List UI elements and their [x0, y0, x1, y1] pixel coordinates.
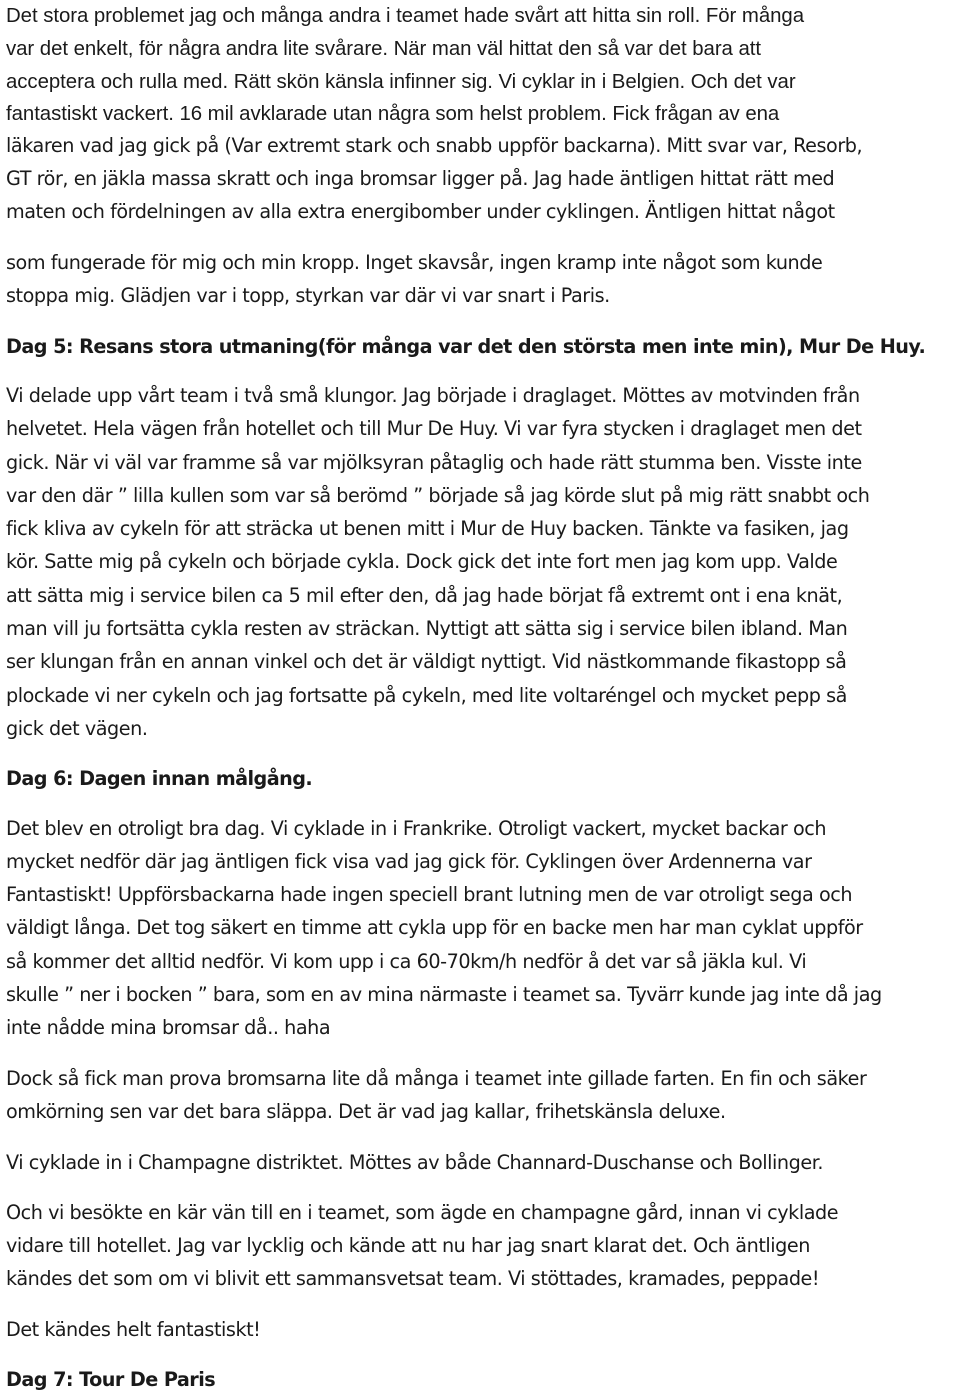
text-line: Det kändes helt fantastiskt!	[6, 1318, 261, 1341]
text-line: ser klungan från en annan vinkel och det är väldigt nyttigt. Vid nästkommande fikastopp så	[6, 650, 847, 673]
text-line: Vi cyklade in i Champagne distriktet. Möttes av både Channard-Duschanse och Bollinger.	[6, 1151, 824, 1174]
text-line: kändes det som om vi blivit ett sammansvetsat team. Vi stöttades, kramades, peppade!	[6, 1267, 820, 1290]
text-line: skulle ” ner i bocken ” bara, som en av mina närmaste i teamet sa. Tyvärr kunde jag inte då jag	[6, 983, 882, 1006]
text-line: var den där ” lilla kullen som var så berömd ” började så jag körde slut på mig rätt snabbt och	[6, 484, 870, 507]
text-line: att sätta mig i service bilen ca 5 mil efter den, då jag hade börjat få extremt ont i ena knät,	[6, 584, 843, 607]
section-heading: Dag 7: Tour De Paris	[6, 1368, 216, 1391]
text-line: var det enkelt, för några andra lite svårare. När man väl hittat den så var det bara att	[6, 38, 761, 60]
text-line: Det stora problemet jag och många andra i teamet hade svårt att hitta sin roll. För många	[6, 5, 804, 27]
text-line: man vill ju fortsätta cykla resten av sträckan. Nyttigt att sätta sig i service bilen ibland. Man	[6, 617, 848, 640]
text-line: så kommer det alltid nedför. Vi kom upp i ca 60-70km/h nedför å det var så jäkla kul. Vi	[6, 950, 807, 973]
text-line: vidare till hotellet. Jag var lycklig och kände att nu har jag snart klarat det. Och äntligen	[6, 1234, 810, 1257]
text-line: Det blev en otroligt bra dag. Vi cyklade in i Frankrike. Otroligt vackert, mycket backar och	[6, 817, 827, 840]
text-line: maten och fördelningen av alla extra energibomber under cyklingen. Äntligen hittat något	[6, 200, 835, 223]
text-line: väldigt långa. Det tog säkert en timme att cykla upp för en backe men har man cyklat uppför	[6, 916, 863, 939]
text-line: kör. Satte mig på cykeln och började cykla. Dock gick det inte fort men jag kom upp. Valde	[6, 550, 838, 573]
text-line: Dock så fick man prova bromsarna lite då många i teamet inte gillade farten. En fin och säker	[6, 1067, 867, 1090]
section-heading: Dag 5: Resans stora utmaning(för många var det den största men inte min), Mur De Huy.	[6, 335, 926, 358]
text-line: fick kliva av cykeln för att sträcka ut benen mitt i Mur de Huy backen. Tänkte va fasiken, jag	[6, 517, 849, 540]
text-line: inte nådde mina bromsar då.. haha	[6, 1016, 331, 1039]
text-line: läkaren vad jag gick på (Var extremt stark och snabb uppför backarna). Mitt svar var, Resorb,	[6, 134, 863, 157]
text-line: fantastiskt vackert. 16 mil avklarade utan några som helst problem. Fick frågan av ena	[6, 103, 780, 125]
text-line: stoppa mig. Glädjen var i topp, styrkan var där vi var snart i Paris.	[6, 284, 610, 307]
text-line: gick. När vi väl var framme så var mjölksyran påtaglig och hade rätt stumma ben. Visste inte	[6, 451, 862, 474]
text-line: helvetet. Hela vägen från hotellet och till Mur De Huy. Vi var fyra stycken i draglaget men det	[6, 417, 862, 440]
text-line: som fungerade för mig och min kropp. Inget skavsår, ingen kramp inte något som kunde	[6, 251, 823, 274]
text-line: mycket nedför där jag äntligen fick visa vad jag gick för. Cyklingen över Ardennerna var	[6, 850, 812, 873]
text-line: Vi delade upp vårt team i två små klungor. Jag började i draglaget. Möttes av motvinden från	[6, 384, 860, 407]
section-heading: Dag 6: Dagen innan målgång.	[6, 767, 313, 790]
text-line: omkörning sen var det bara släppa. Det är vad jag kallar, frihetskänsla deluxe.	[6, 1100, 726, 1123]
text-line: acceptera och rulla med. Rätt skön känsla infinner sig. Vi cyklar in i Belgien. Och det var	[6, 71, 796, 93]
text-line: gick det vägen.	[6, 717, 148, 740]
text-line: plockade vi ner cykeln och jag fortsatte på cykeln, med lite voltaréngel och mycket pepp så	[6, 684, 847, 707]
text-line: GT rör, en jäkla massa skratt och inga bromsar ligger på. Jag hade äntligen hittat rätt med	[6, 167, 835, 190]
text-line: Och vi besökte en kär vän till en i teamet, som ägde en champagne gård, innan vi cyklade	[6, 1201, 839, 1224]
text-line: Fantastiskt! Uppförsbackarna hade ingen speciell brant lutning men de var otroligt sega och	[6, 883, 853, 906]
